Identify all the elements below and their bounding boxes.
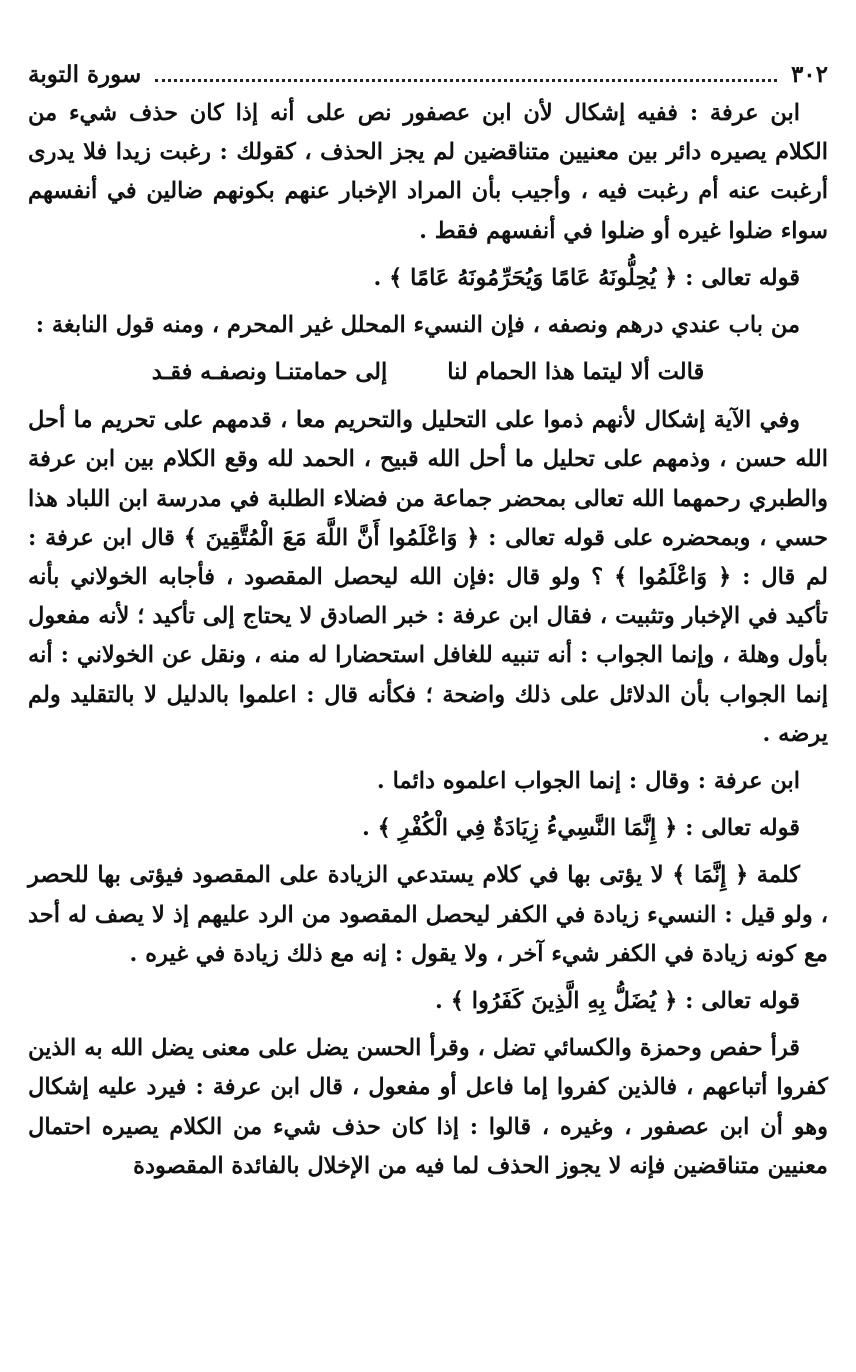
poem-hemistich-2: إلى حمامتنـا ونصفـه فقـد (151, 359, 388, 386)
page-body (28, 94, 828, 1186)
page-header (28, 56, 828, 90)
paragraph-1: ابن عرفة : ففيه إشكال لأن ابن عصفور نص على أنه إذا كان حذف شيء من الكلام يصيره دائر بين معنيين متناقضين لم يجز الحذف ، كقولك : رغبت زيدا فلا يدرى أرغبت عنه أم رغبت فيه ، وأجيب بأن المراد الإخبار عنهم بكونهم ضالين في أنفسهم سواء ضلوا غيره أو ضلوا في أنفسهم فقط . (28, 100, 828, 244)
poem-hemistich-1: قالت ألا ليتما هذا الحمام لنا (447, 359, 705, 386)
header-dotted-leader (155, 79, 777, 82)
paragraph-4: ابن عرفة : وقال : إنما الجواب اعلموه دائما . (376, 768, 800, 795)
verse-quote-2: قوله تعالى : ﴿ إِنَّمَا النَّسِيءُ زِيَادَةٌ فِي الْكُفْرِ ﴾ . (361, 815, 800, 842)
surah-title: سورة التوبة (28, 61, 142, 88)
page-number: ٣٠٢ (790, 61, 828, 88)
paragraph-2: من باب عندي درهم ونصفه ، فإن النسيء المحلل غير المحرم ، ومنه قول النابغة : (35, 312, 800, 339)
verse-quote-3: قوله تعالى : ﴿ يُضَلُّ بِهِ الَّذِينَ كَفَرُوا ﴾ . (435, 988, 800, 1015)
poem-verse (28, 351, 828, 393)
paragraph-5: كلمة ﴿ إِنَّمَا ﴾ لا يؤتى بها في كلام يستدعي الزيادة على المقصود فيؤتى بها للحصر ، ولو قيل : النسيء زيادة في الكفر ليحصل المقصود من الرد عليهم إذ لا يصف له أحد مع كونه زيادة في الكفر شيء آخر ، ولا يقول : إنه مع ذلك زيادة في غيره . (28, 862, 828, 967)
verse-quote-1: قوله تعالى : ﴿ يُحِلُّونَهُ عَامًا وَيُحَرِّمُونَهُ عَامًا ﴾ . (373, 264, 800, 291)
paragraph-6: قرأ حفص وحمزة والكسائي تضل ، وقرأ الحسن يضل على معنى يضل الله به الذين كفروا أتباعهم ، فالذين كفروا إما فاعل أو مفعول ، قال ابن عرفة : فيرد عليه إشكال وهو أن ابن عصفور ، وغيره ، قالوا : إذا كان حذف شيء من الكلام يصيره احتمال معنيين متناقضين فإنه لا يجوز الحذف لما فيه من الإخلال بالفائدة المقصودة (28, 1035, 828, 1179)
paragraph-3: وفي الآية إشكال لأنهم ذموا على التحليل والتحريم معا ، قدمهم على تحريم ما أحل الله حسن ، وذمهم على تحليل ما أحل الله قبيح ، الحمد لله وقع الكلام بين ابن عرفة والطبري رحمهما الله تعالى بمحضر جماعة من فضلاء الطلبة في مدرسة ابن اللباد هذا حسي ، وبمحضره على قوله تعالى : ﴿ وَاعْلَمُوا أَنَّ اللَّهَ مَعَ الْمُتَّقِينَ ﴾ قال ابن عرفة : لم قال : ﴿ وَاعْلَمُوا ﴾ ؟ ولو قال :فإن الله ليحصل المقصود ، فأجابه الخولاني بأنه تأكيد في الإخبار وتثبيت ، فقال ابن عرفة : خبر الصادق لا يحتاج إلى تأكيد ؛ لأنه مفعول بأول وهلة ، وإنما الجواب : أنه تنبيه للغافل استحضارا له منه ، ونقل عن الخولاني : أنه إنما الجواب بأن الدلائل على ذلك واضحة ؛ فكأنه قال : اعلموا بالدليل لا بالتقليد ولم يرضه . (28, 407, 828, 747)
book-page (28, 56, 828, 1356)
